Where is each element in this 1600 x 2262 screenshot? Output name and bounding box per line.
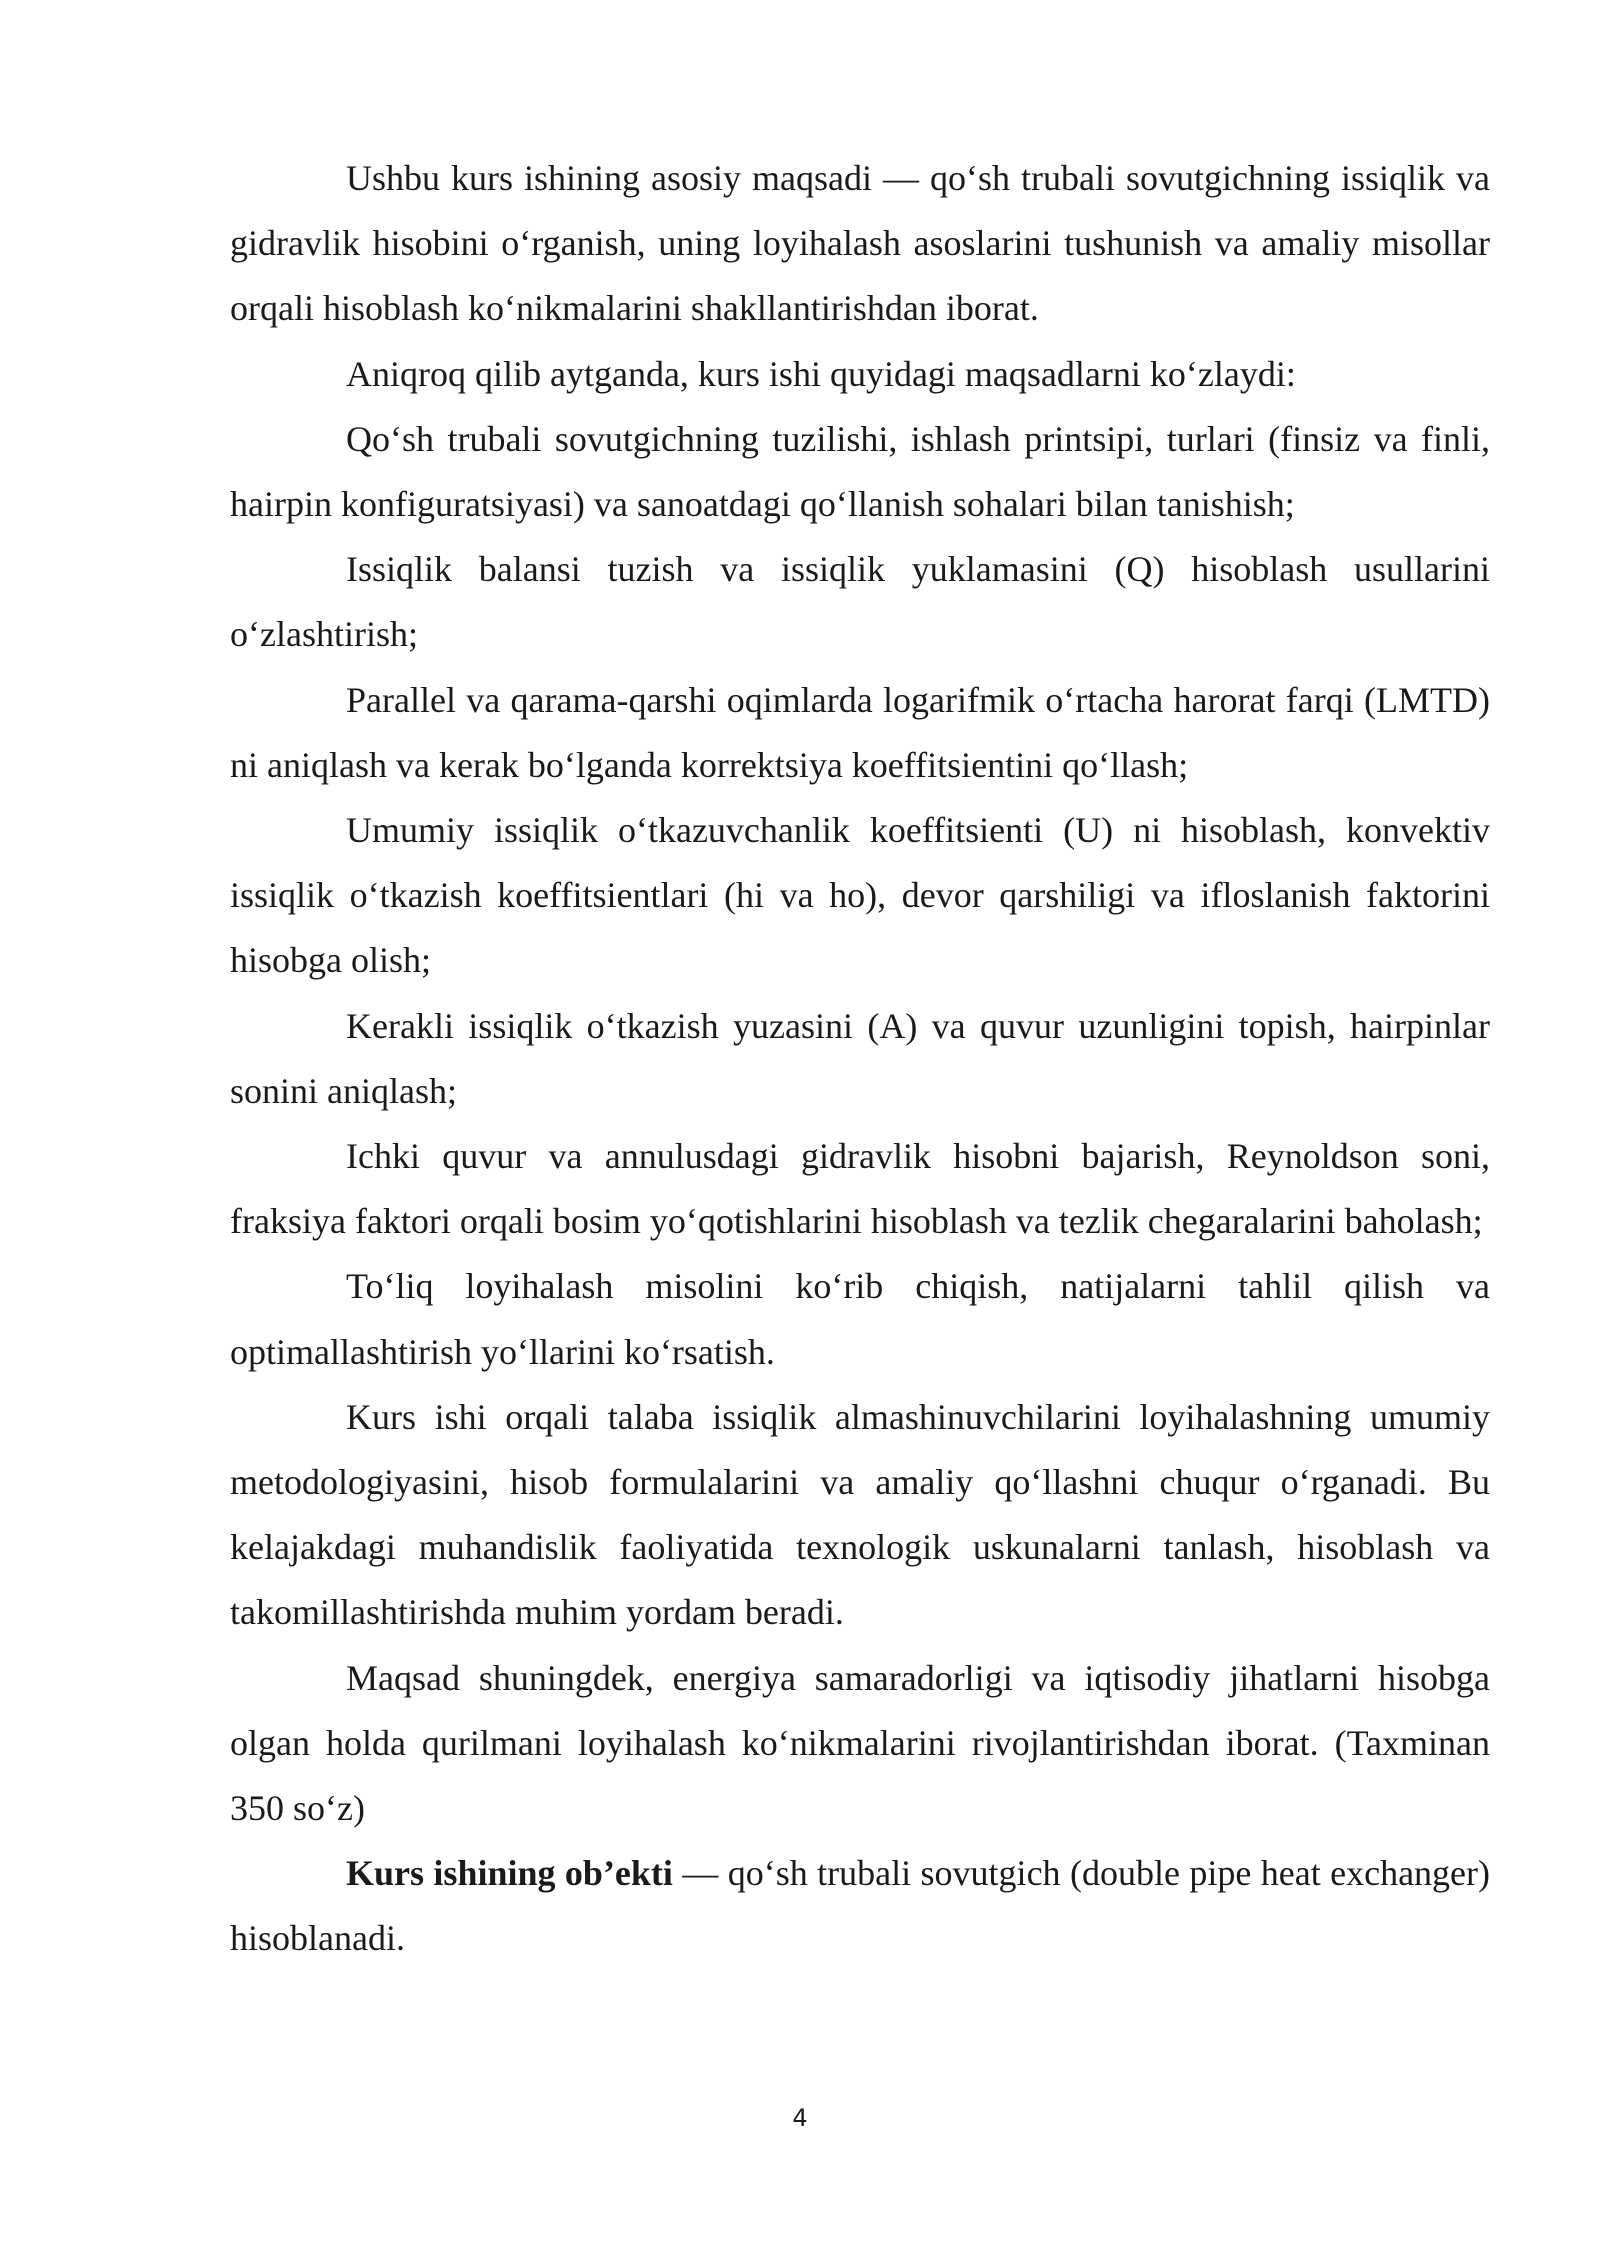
paragraph-aims-lead: Aniqroq qilib aytganda, kurs ishi quyidagi maqsadlarni ko‘zlaydi: — [346, 353, 1296, 394]
paragraph-aim-structure: Qo‘sh trubali sovutgichning tuzilishi, ishlash printsipi, turlari (finsiz va finli, hairpin konfiguratsiyasi) va sanoatdagi qo‘llanish sohalari bilan tanishish; — [230, 418, 1490, 525]
object-rest-text: — qo‘sh trubali sovutgich (double pipe heat exchanger) hisoblanadi. — [230, 1853, 1490, 1959]
paragraph-methodology: Kurs ishi orqali talaba issiqlik almashinuvchilarini loyihalashning umumiy metodologiyasini, hisob formulalarini va amaliy qo‘llashni chuqur o‘rganadi. Bu kelajakdagi muhandislik faoliyatida texnologik uskunalarni tanlash, hisoblash va takomillashtirishda muhim yordam beradi. — [230, 1396, 1490, 1633]
page-number: 4 — [792, 2104, 808, 2132]
paragraph-aim-hydraulics: Ichki quvur va annulusdagi gidravlik hisobni bajarish, Reynoldson soni, fraksiya faktori orqali bosim yo‘qotishlarini hisoblash va tezlik chegaralarini baholash; — [230, 1136, 1490, 1242]
body-text — [230, 146, 1490, 1972]
paragraph-object — [230, 1841, 1490, 1971]
paragraph-aim-lmtd: Parallel va qarama-qarshi oqimlarda logarifmik o‘rtacha harorat farqi (LMTD) ni aniqlash va kerak bo‘lganda korrektsiya koeffitsientini qo‘llash; — [230, 679, 1490, 785]
paragraph-aim-heat-balance: Issiqlik balansi tuzish va issiqlik yuklamasini (Q) hisoblash usullarini o‘zlashtirish; — [230, 549, 1490, 655]
paragraph-aim-area: Kerakli issiqlik o‘tkazish yuzasini (A) va quvur uzunligini topish, hairpinlar sonini aniqlash; — [230, 1005, 1490, 1111]
paragraph-intro: Ushbu kurs ishining asosiy maqsadi — qo‘sh trubali sovutgichning issiqlik va gidravlik hisobini o‘rganish, uning loyihalash asoslarini tushunish va amaliy misollar orqali hisoblash ko‘nikmalarini shakllantirishdan iborat. — [230, 158, 1490, 329]
paragraph-efficiency: Maqsad shuningdek, energiya samaradorligi va iqtisodiy jihatlarni hisobga olgan holda qurilmani loyihalash ko‘nikmalarini rivojlantirishdan iborat. (Taxminan 350 so‘z) — [230, 1657, 1490, 1829]
paragraph-aim-design-example: To‘liq loyihalash misolini ko‘rib chiqish, natijalarni tahlil qilish va optimallashtirish yo‘llarini ko‘rsatish. — [230, 1266, 1490, 1372]
paragraph-aim-u-coefficient: Umumiy issiqlik o‘tkazuvchanlik koeffitsienti (U) ni hisoblash, konvektiv issiqlik o‘tkazish koeffitsientlari (hi va ho), devor qarshiligi va ifloslanish faktorini hisobga olish; — [230, 810, 1490, 981]
object-bold-lead: Kurs ishining ob’ekti — [346, 1853, 673, 1894]
